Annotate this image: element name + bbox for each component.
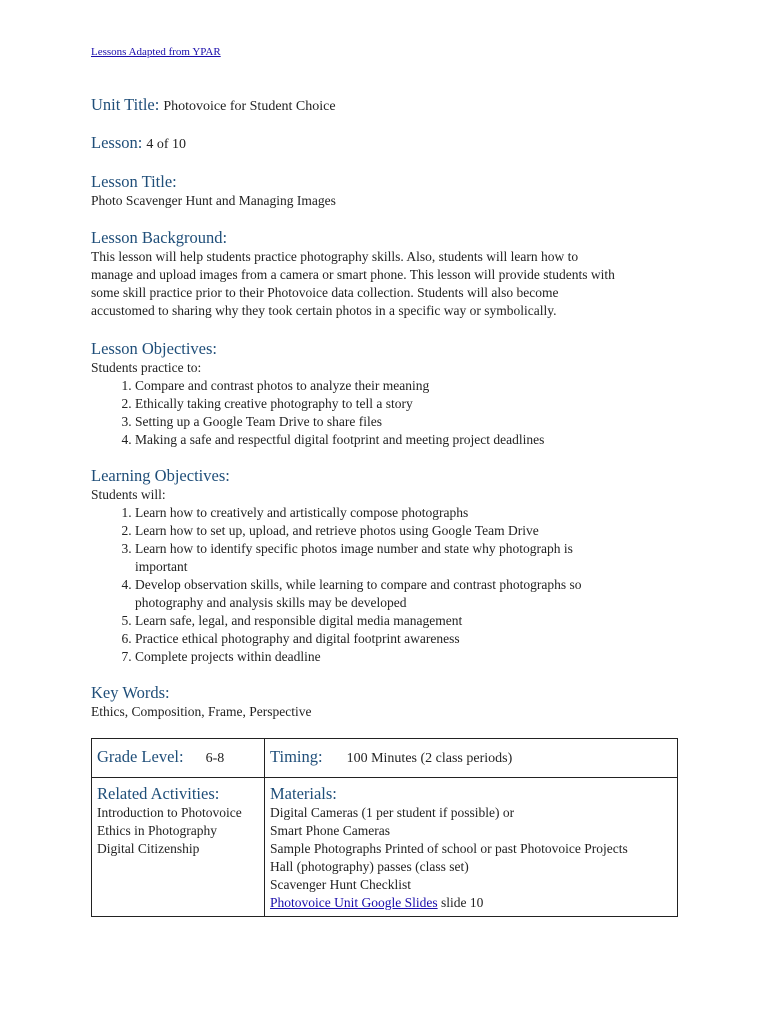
list-item-text: Learn safe, legal, and responsible digital media management (135, 613, 463, 628)
related-activity-item: Ethics in Photography (97, 823, 217, 838)
unit-title-row (91, 95, 336, 115)
materials-cell (265, 778, 678, 917)
key-words-heading: Key Words: (91, 683, 170, 702)
lesson-title-value: Photo Scavenger Hunt and Managing Images (91, 193, 336, 208)
grade-level-value: 6-8 (205, 751, 225, 766)
lesson-background-heading: Lesson Background: (91, 228, 228, 247)
lesson-info-table (91, 738, 678, 917)
material-item: Scavenger Hunt Checklist (270, 877, 411, 892)
lesson-objectives-intro: Students practice to: (91, 360, 202, 375)
lesson-background-line: some skill practice prior to their Photovoice data collection. Students will also become (91, 285, 559, 300)
material-item: Hall (photography) passes (class set) (270, 859, 469, 874)
learning-objectives-section (91, 466, 582, 666)
google-slides-link[interactable]: Photovoice Unit Google Slides (270, 895, 438, 910)
list-item-text: Develop observation skills, while learning to compare and contrast photographs so (135, 577, 582, 592)
list-item (135, 630, 582, 648)
unit-title-value: Photovoice for Student Choice (163, 99, 336, 114)
lesson-title-section (91, 172, 336, 210)
lesson-label: Lesson: (91, 133, 143, 152)
lesson-background-line: manage and upload images from a camera or smart phone. This lesson will provide students with (91, 267, 615, 282)
list-item-text-cont: important (135, 559, 188, 574)
learning-objectives-list (91, 504, 582, 666)
related-activity-item: Introduction to Photovoice (97, 805, 242, 820)
list-item: 2. Ethically taking creative photography to tell a story (135, 395, 544, 413)
list-item-text: Practice ethical photography and digital footprint awareness (135, 631, 460, 646)
lesson-objectives-list (91, 377, 544, 449)
list-item (135, 648, 582, 666)
list-item (135, 504, 582, 522)
list-item (135, 576, 582, 612)
ypar-link[interactable]: Lessons Adapted from YPAR (91, 46, 221, 58)
learning-objectives-intro: Students will: (91, 487, 166, 502)
list-item (135, 522, 582, 540)
slides-suffix: slide 10 (437, 895, 484, 910)
lesson-row (91, 133, 186, 153)
materials-label: Materials: (270, 784, 337, 803)
related-activities-label: Related Activities: (97, 784, 220, 803)
grade-level-cell (92, 739, 265, 778)
list-item-text: Learn how to identify specific photos image number and state why photograph is (135, 541, 573, 556)
related-activity-item: Digital Citizenship (97, 841, 200, 856)
timing-value: 100 Minutes (2 class periods) (346, 751, 513, 766)
material-item: Smart Phone Cameras (270, 823, 390, 838)
list-item-text-cont: photography and analysis skills may be developed (135, 595, 407, 610)
lesson-background-line: accustomed to sharing why they took certain photos in a specific way or symbolically. (91, 303, 557, 318)
timing-label: Timing: (270, 747, 323, 766)
material-item: Digital Cameras (1 per student if possible) or (270, 805, 515, 820)
list-item: 1. Compare and contrast photos to analyze their meaning (135, 377, 544, 395)
related-activities-cell (92, 778, 265, 917)
lesson-objectives-heading: Lesson Objectives: (91, 339, 218, 358)
lesson-title-heading: Lesson Title: (91, 172, 177, 191)
material-item: Sample Photographs Printed of school or past Photovoice Projects (270, 841, 628, 856)
key-words-section (91, 683, 311, 721)
list-item: 4. Making a safe and respectful digital footprint and meeting project deadlines (135, 431, 544, 449)
learning-objectives-heading: Learning Objectives: (91, 466, 230, 485)
material-slides-row (270, 894, 677, 912)
list-item: 3. Setting up a Google Team Drive to share files (135, 413, 544, 431)
lesson-value: 4 of 10 (146, 137, 187, 152)
list-item-text: Learn how to set up, upload, and retrieve photos using Google Team Drive (135, 523, 539, 538)
key-words-value: Ethics, Composition, Frame, Perspective (91, 704, 312, 719)
lesson-background-section (91, 228, 615, 320)
lesson-objectives-section (91, 339, 544, 449)
list-item (135, 612, 582, 630)
unit-title-label: Unit Title: (91, 95, 160, 114)
list-item (135, 540, 582, 576)
lesson-background-line: This lesson will help students practice photography skills. Also, students will learn how to (91, 249, 579, 264)
list-item-text: Complete projects within deadline (135, 649, 321, 664)
list-item-text: Learn how to creatively and artistically compose photographs (135, 505, 469, 520)
timing-cell (265, 739, 678, 778)
grade-level-label: Grade Level: (97, 747, 184, 766)
